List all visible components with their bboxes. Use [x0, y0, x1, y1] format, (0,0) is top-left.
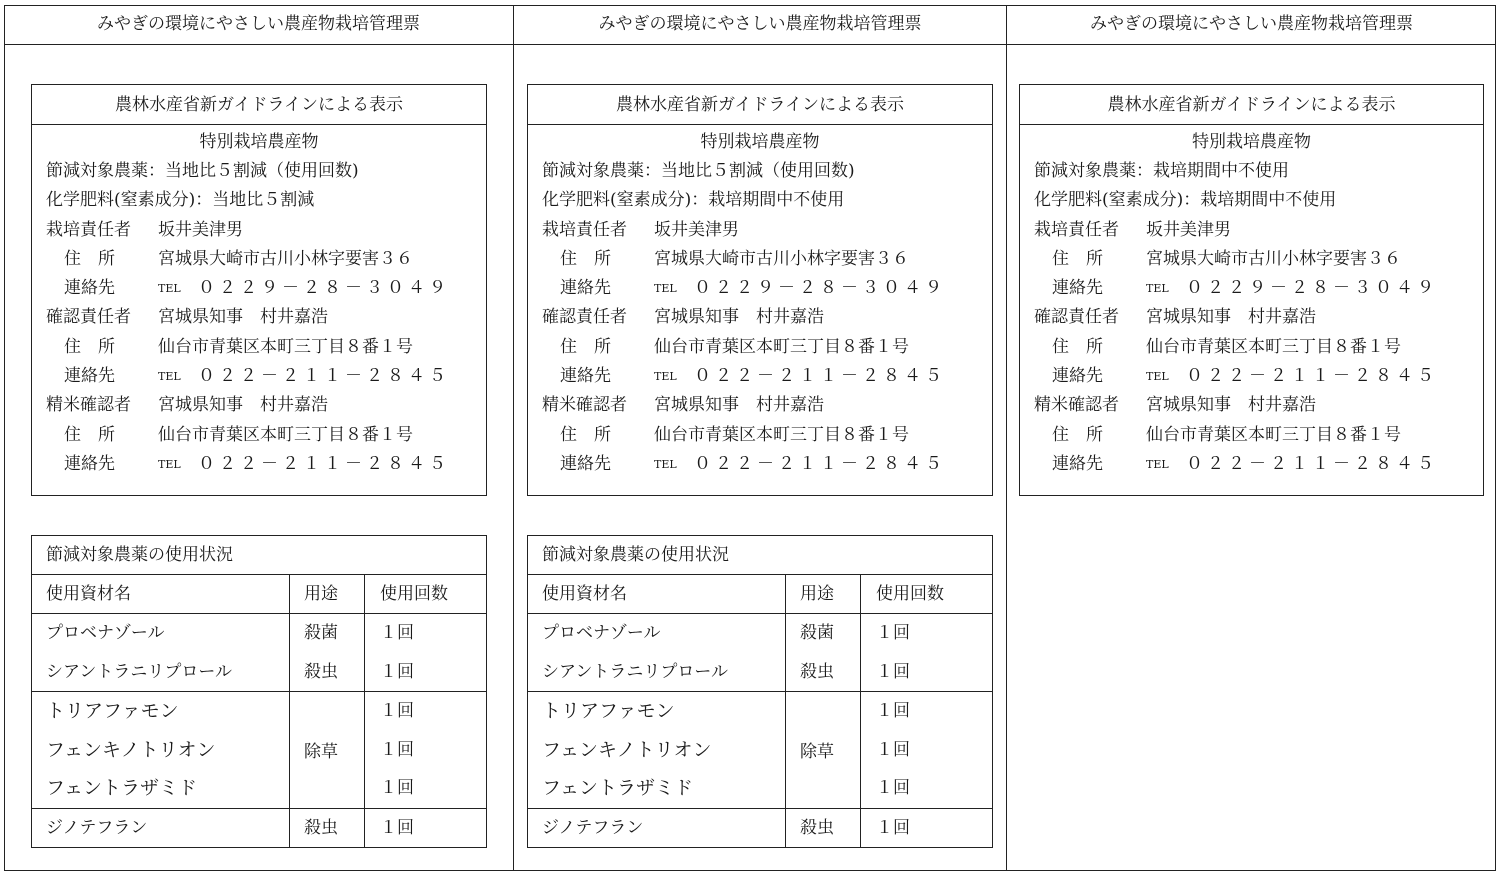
pesticide-reduction-text: 節減対象農薬：栽培期間中不使用: [1034, 161, 1289, 181]
rice-confirmer-contact-label: 連絡先: [64, 453, 115, 474]
material-name: シアントラニリプロール: [46, 661, 232, 682]
grower-address: 宮城県大崎市古川小林字要害３６: [158, 248, 413, 269]
grower-row: [528, 216, 992, 245]
grower-contact-row: [32, 274, 486, 303]
column-divider-1: [513, 5, 514, 871]
grower-label: 栽培責任者: [542, 219, 627, 240]
use-count: １回: [876, 739, 910, 760]
guideline-box-1: [31, 84, 487, 496]
pesticide-table-2: [527, 535, 993, 848]
material-name: プロベナゾール: [46, 623, 165, 643]
purpose: 殺虫: [304, 661, 338, 682]
pesticide-table-title: 節減対象農薬の使用状況: [32, 536, 486, 575]
table-row: [32, 769, 486, 808]
fertilizer-reduction-text: 化学肥料(窒素成分)：栽培期間中不使用: [1034, 190, 1337, 211]
confirmer-address-row: [32, 333, 486, 362]
guideline-heading: 農林水産省新ガイドラインによる表示: [1020, 85, 1483, 125]
table-row: [528, 731, 992, 770]
column-2-title: みやぎの環境にやさしい農産物栽培管理票: [598, 14, 922, 34]
fertilizer-reduction-text: 化学肥料(窒素成分)：当地比５割減: [46, 190, 315, 211]
use-count: １回: [876, 817, 910, 838]
table-row: [32, 809, 486, 848]
header-count: 使用回数: [380, 584, 448, 604]
grower-contact-label: 連絡先: [64, 278, 115, 299]
grower-address: 宮城県大崎市古川小林字要害３６: [1146, 248, 1401, 269]
table-row: [528, 614, 992, 653]
tel-mark: TEL: [158, 282, 181, 296]
guideline-heading: 農林水産省新ガイドラインによる表示: [528, 85, 992, 125]
rice-confirmer-contact-label: 連絡先: [1052, 453, 1103, 474]
column-line: [289, 575, 290, 847]
tel-mark: TEL: [654, 282, 677, 296]
column-line: [860, 575, 861, 847]
confirmer-address: 仙台市青葉区本町三丁目８番１号: [158, 336, 413, 357]
rice-confirmer-contact-label: 連絡先: [560, 453, 611, 474]
use-count: １回: [876, 623, 910, 643]
confirmer-label: 確認責任者: [542, 307, 627, 328]
confirmer-phone: ０２２－２１１－２８４５: [1186, 366, 1438, 387]
product-category: 特別栽培農産物: [700, 132, 820, 152]
header-purpose: 用途: [800, 584, 834, 604]
pesticide-table-title: 節減対象農薬の使用状況: [528, 536, 992, 575]
grower-phone: ０２２９－２８－３０４９: [1186, 278, 1438, 299]
table-row: [528, 769, 992, 808]
header-divider: [4, 44, 1496, 45]
purpose: 殺虫: [800, 661, 834, 682]
grower-row: [32, 216, 486, 245]
purpose: 殺虫: [304, 817, 338, 838]
header-material: 使用資材名: [542, 584, 627, 604]
tel-mark: TEL: [1146, 282, 1169, 296]
table-row: [32, 731, 486, 770]
column-divider-2: [1006, 5, 1007, 871]
table-row: [32, 614, 486, 653]
fertilizer-reduction-text: 化学肥料(窒素成分)：栽培期間中不使用: [542, 190, 845, 211]
rice-confirmer-address-row: [32, 421, 486, 450]
pesticide-reduction-text: 節減対象農薬：当地比５割減（使用回数): [46, 161, 359, 181]
confirmer-contact-label: 連絡先: [1052, 366, 1103, 387]
grower-contact-row: [528, 274, 992, 303]
use-count: １回: [380, 778, 414, 798]
header-purpose: 用途: [304, 584, 338, 604]
row-group-3: [32, 809, 486, 848]
use-count: １回: [380, 739, 414, 760]
rice-confirmer-label: 精米確認者: [1034, 395, 1119, 416]
purpose: 殺菌: [800, 623, 834, 643]
rice-confirmer-name: 宮城県知事 村井嘉浩: [158, 395, 328, 416]
fertilizer-reduction-line: [528, 186, 992, 215]
material-name: シアントラニリプロール: [542, 661, 728, 682]
rice-confirmer-contact-row: [528, 450, 992, 479]
pesticide-reduction-text: 節減対象農薬：当地比５割減（使用回数): [542, 161, 855, 181]
rice-confirmer-address: 仙台市青葉区本町三丁目８番１号: [654, 424, 909, 445]
pesticide-reduction-line: [32, 157, 486, 186]
confirmer-phone: ０２２－２１１－２８４５: [694, 366, 946, 387]
grower-phone: ０２２９－２８－３０４９: [198, 278, 450, 299]
rice-confirmer-label: 精米確認者: [46, 395, 131, 416]
confirmer-address-label: 住 所: [64, 336, 115, 357]
pesticide-reduction-line: [528, 157, 992, 186]
material-name: フェントラザミド: [542, 777, 694, 799]
grower-name: 坂井美津男: [1146, 219, 1231, 240]
grower-name: 坂井美津男: [158, 219, 243, 240]
rice-confirmer-address-row: [1020, 421, 1483, 450]
confirmer-name: 宮城県知事 村井嘉浩: [158, 307, 328, 328]
grower-contact-label: 連絡先: [1052, 278, 1103, 299]
tel-mark: TEL: [1146, 370, 1169, 384]
grower-address-label: 住 所: [64, 248, 115, 269]
guideline-heading: 農林水産省新ガイドラインによる表示: [32, 85, 486, 125]
header-material: 使用資材名: [46, 584, 131, 604]
confirmer-row: [32, 303, 486, 332]
grower-row: [1020, 216, 1483, 245]
guideline-box-3: [1019, 84, 1484, 496]
confirmer-address-row: [528, 333, 992, 362]
material-name: ジノテフラン: [542, 817, 644, 838]
purpose-merged: 除草: [800, 742, 834, 763]
tel-mark: TEL: [654, 370, 677, 384]
material-name: プロベナゾール: [542, 623, 661, 643]
material-name: フェンキノトリオン: [542, 738, 712, 761]
tel-mark: TEL: [158, 370, 181, 384]
grower-phone: ０２２９－２８－３０４９: [694, 278, 946, 299]
purpose: 殺虫: [800, 817, 834, 838]
pesticide-table-1: [31, 535, 487, 848]
rice-confirmer-address: 仙台市青葉区本町三丁目８番１号: [158, 424, 413, 445]
confirmer-name: 宮城県知事 村井嘉浩: [654, 307, 824, 328]
use-count: １回: [876, 701, 910, 721]
rice-confirmer-address-label: 住 所: [1052, 424, 1103, 445]
product-category: 特別栽培農産物: [1192, 132, 1311, 152]
guideline-box-2: [527, 84, 993, 496]
material-name: フェンキノトリオン: [46, 738, 216, 761]
confirmer-label: 確認責任者: [1034, 307, 1119, 328]
row-group-3: [528, 809, 992, 848]
grower-name: 坂井美津男: [654, 219, 739, 240]
tel-mark: TEL: [654, 457, 677, 471]
confirmer-row: [528, 303, 992, 332]
confirmer-contact-row: [1020, 362, 1483, 391]
grower-address-label: 住 所: [1052, 248, 1103, 269]
confirmer-label: 確認責任者: [46, 307, 131, 328]
rice-confirmer-contact-row: [1020, 450, 1483, 479]
rice-confirmer-address-row: [528, 421, 992, 450]
confirmer-address: 仙台市青葉区本町三丁目８番１号: [1146, 336, 1401, 357]
confirmer-phone: ０２２－２１１－２８４５: [198, 366, 450, 387]
confirmer-contact-label: 連絡先: [560, 366, 611, 387]
column-3-title: みやぎの環境にやさしい農産物栽培管理票: [1090, 14, 1413, 34]
rice-confirmer-row: [1020, 391, 1483, 420]
use-count: １回: [876, 661, 910, 682]
pesticide-table-header: [528, 575, 992, 614]
row-group-1: [32, 614, 486, 692]
confirmer-address: 仙台市青葉区本町三丁目８番１号: [654, 336, 909, 357]
table-row: [32, 653, 486, 692]
purpose: 殺菌: [304, 623, 338, 643]
column-1-title: みやぎの環境にやさしい農産物栽培管理票: [97, 14, 420, 34]
material-name: フェントラザミド: [46, 777, 198, 799]
material-name: ジノテフラン: [46, 817, 148, 838]
grower-address: 宮城県大崎市古川小林字要害３６: [654, 248, 909, 269]
table-row: [528, 692, 992, 731]
use-count: １回: [380, 623, 414, 643]
purpose-merged: 除草: [304, 742, 338, 763]
use-count: １回: [380, 661, 414, 682]
rice-confirmer-address: 仙台市青葉区本町三丁目８番１号: [1146, 424, 1401, 445]
confirmer-address-label: 住 所: [1052, 336, 1103, 357]
row-group-herbicide: [32, 692, 486, 809]
row-group-1: [528, 614, 992, 692]
rice-confirmer-name: 宮城県知事 村井嘉浩: [1146, 395, 1316, 416]
use-count: １回: [380, 817, 414, 838]
rice-confirmer-row: [32, 391, 486, 420]
confirmer-contact-label: 連絡先: [64, 366, 115, 387]
header-count: 使用回数: [876, 584, 944, 604]
table-row: [528, 653, 992, 692]
rice-confirmer-label: 精米確認者: [542, 395, 627, 416]
use-count: １回: [876, 778, 910, 798]
confirmer-address-label: 住 所: [560, 336, 611, 357]
rice-confirmer-phone: ０２２－２１１－２８４５: [198, 453, 450, 474]
grower-contact-row: [1020, 274, 1483, 303]
grower-contact-label: 連絡先: [560, 278, 611, 299]
pesticide-reduction-line: [1020, 157, 1483, 186]
rice-confirmer-row: [528, 391, 992, 420]
row-group-herbicide: [528, 692, 992, 809]
grower-address-row: [1020, 245, 1483, 274]
pesticide-table-header: [32, 575, 486, 614]
grower-address-label: 住 所: [560, 248, 611, 269]
fertilizer-reduction-line: [32, 186, 486, 215]
product-category: 特別栽培農産物: [199, 132, 319, 152]
tel-mark: TEL: [1146, 457, 1169, 471]
rice-confirmer-address-label: 住 所: [64, 424, 115, 445]
use-count: １回: [380, 701, 414, 721]
confirmer-row: [1020, 303, 1483, 332]
grower-address-row: [32, 245, 486, 274]
rice-confirmer-contact-row: [32, 450, 486, 479]
confirmer-contact-row: [32, 362, 486, 391]
material-name: トリアファモン: [46, 700, 179, 722]
confirmer-address-row: [1020, 333, 1483, 362]
grower-label: 栽培責任者: [46, 219, 131, 240]
rice-confirmer-name: 宮城県知事 村井嘉浩: [654, 395, 824, 416]
table-row: [32, 692, 486, 731]
rice-confirmer-phone: ０２２－２１１－２８４５: [694, 453, 946, 474]
table-row: [528, 809, 992, 848]
grower-address-row: [528, 245, 992, 274]
fertilizer-reduction-line: [1020, 186, 1483, 215]
column-line: [364, 575, 365, 847]
material-name: トリアファモン: [542, 700, 675, 722]
confirmer-name: 宮城県知事 村井嘉浩: [1146, 307, 1316, 328]
rice-confirmer-address-label: 住 所: [560, 424, 611, 445]
rice-confirmer-phone: ０２２－２１１－２８４５: [1186, 453, 1438, 474]
column-line: [785, 575, 786, 847]
grower-label: 栽培責任者: [1034, 219, 1119, 240]
confirmer-contact-row: [528, 362, 992, 391]
tel-mark: TEL: [158, 457, 181, 471]
